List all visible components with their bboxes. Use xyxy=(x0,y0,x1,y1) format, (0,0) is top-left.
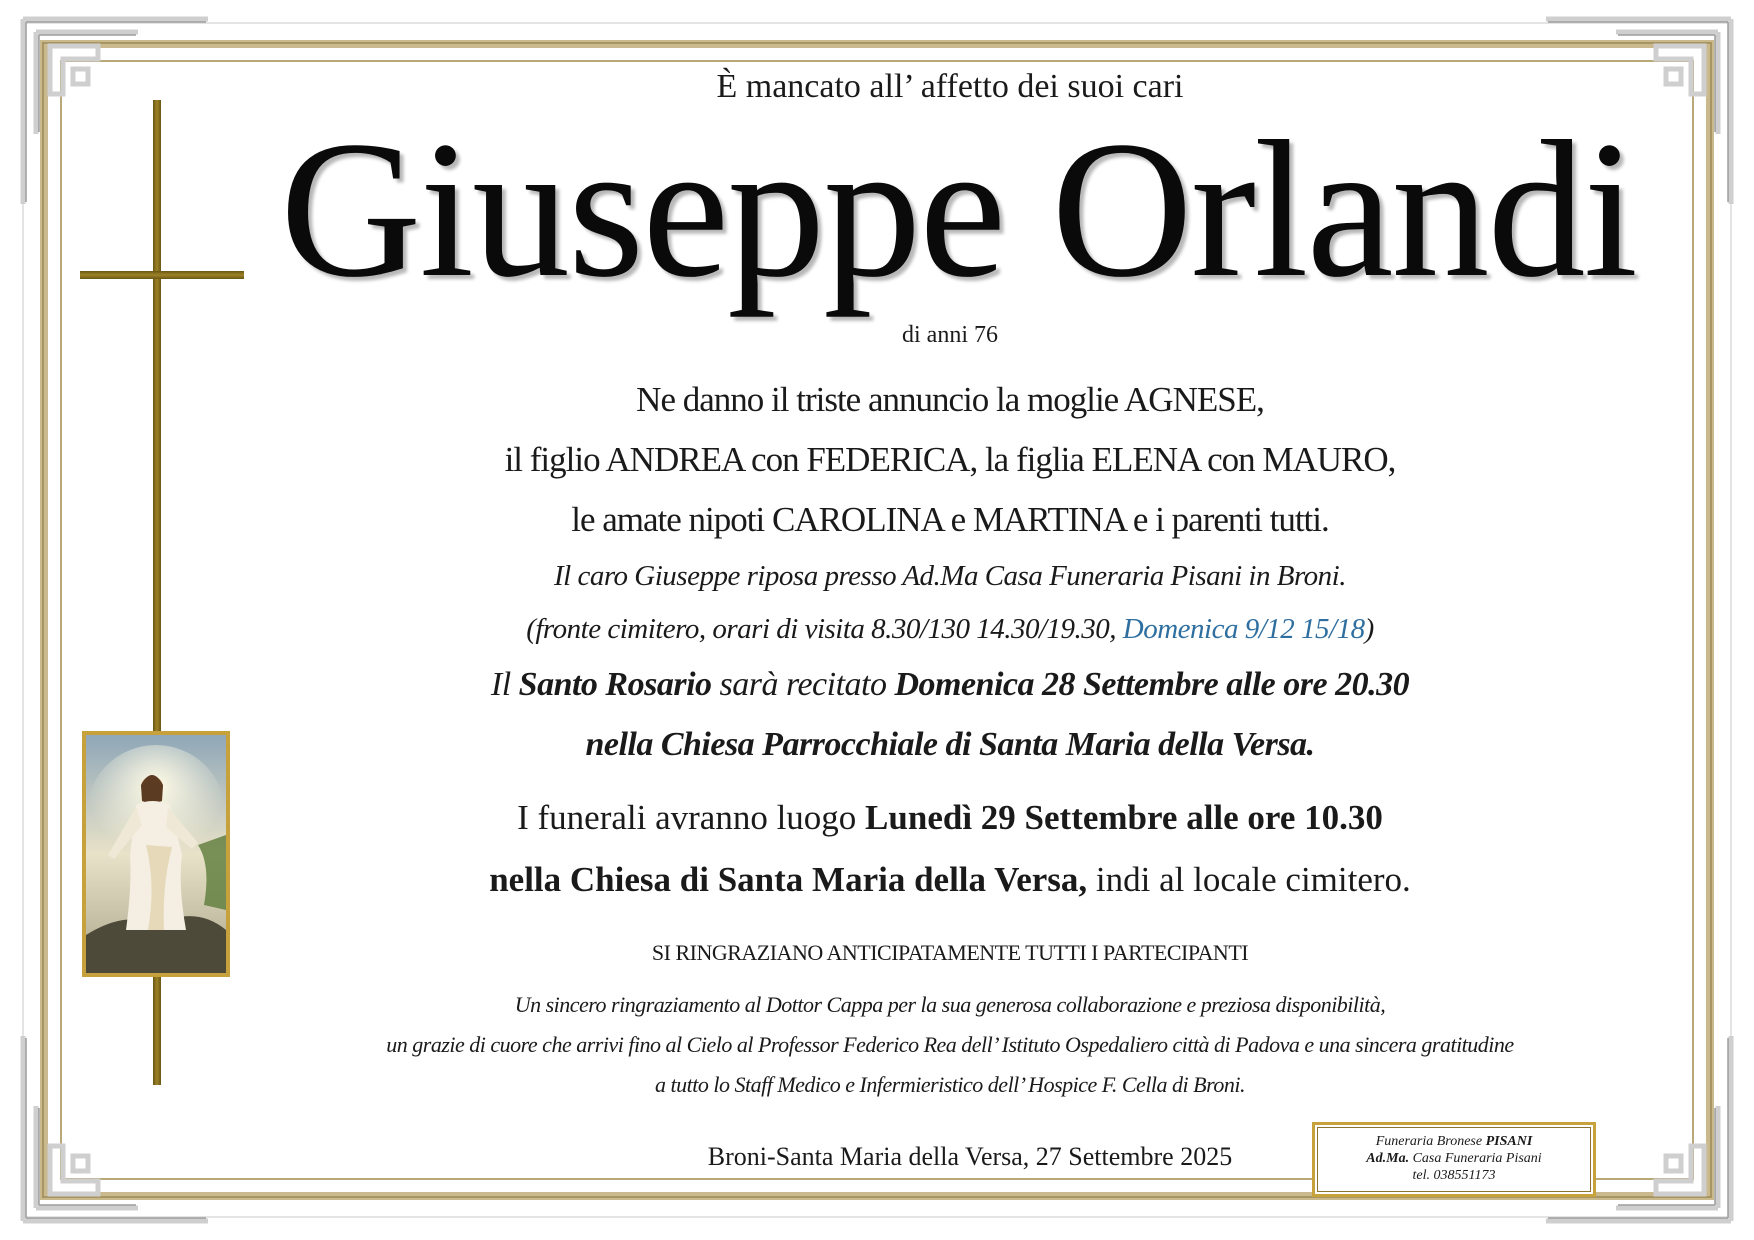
funeral-home-box xyxy=(1312,1122,1596,1197)
funeral-home-text: Funeraria Bronese xyxy=(1375,1134,1486,1149)
funeral-home-name-line xyxy=(1315,1133,1593,1150)
funeral-home-text: Casa Funeraria Pisani xyxy=(1409,1151,1542,1166)
family-line: il figlio ANDREA con FEDERICA, la figlia ELENA con MAURO, xyxy=(504,440,1396,479)
rosary-title: Santo Rosario xyxy=(518,666,712,703)
funeral-text: I funerali avranno luogo xyxy=(517,798,866,837)
visiting-hours-close: ) xyxy=(1364,613,1374,645)
family-line: le amate nipoti CAROLINA e MARTINA e i parenti tutti. xyxy=(571,500,1329,539)
funeral-church-line xyxy=(280,860,1620,900)
visiting-hours-line xyxy=(280,613,1620,646)
funeral-datetime: Lunedì 29 Settembre alle ore 10.30 xyxy=(865,798,1383,837)
funeral-home-phone: tel. 038551173 xyxy=(1412,1168,1496,1183)
rosary-datetime: Domenica 28 Settembre alle ore 20.30 xyxy=(894,666,1410,703)
family-line: Ne danno il triste annuncio la moglie AGNESE, xyxy=(636,380,1264,419)
rosary-line xyxy=(280,666,1620,704)
christ-image xyxy=(82,731,230,977)
rest-location-line: Il caro Giuseppe riposa presso Ad.Ma Casa Funeraria Pisani in Broni. xyxy=(554,560,1346,592)
sunday-hours: Domenica 9/12 15/18 xyxy=(1122,613,1365,645)
age-text: di anni 76 xyxy=(902,322,998,348)
gratitude-line: un grazie di cuore che arrivi fino al Cielo al Professor Federico Rea dell’ Istituto Ospedaliero città di Padova e una sincera gratitudine xyxy=(386,1032,1514,1057)
place-date: Broni-Santa Maria della Versa, 27 Settembre 2025 xyxy=(707,1142,1233,1171)
visiting-hours-text: (fronte cimitero, orari di visita 8.30/130 14.30/19.30, xyxy=(526,613,1123,645)
gratitude-line: Un sincero ringraziamento al Dottor Cappa per la sua generosa collaborazione e preziosa disponibilità, xyxy=(514,992,1386,1017)
funeral-home-name: PISANI xyxy=(1485,1134,1533,1149)
funeral-text: indi al locale cimitero. xyxy=(1087,860,1411,899)
intro-text: È mancato all’ affetto dei suoi cari xyxy=(716,68,1184,105)
rosary-text: Il xyxy=(490,666,519,703)
corner-ornament-icon xyxy=(18,1026,218,1226)
rosary-church-line: nella Chiesa Parrocchiale di Santa Maria della Versa. xyxy=(585,726,1315,763)
gratitude-line: a tutto lo Staff Medico e Infermieristico dell’ Hospice F. Cella di Broni. xyxy=(655,1072,1245,1097)
funeral-home-sub-line xyxy=(1315,1150,1593,1167)
cross-horizontal-bar xyxy=(80,271,244,279)
funeral-home-abbr: Ad.Ma. xyxy=(1366,1151,1410,1166)
corner-ornament-icon xyxy=(18,14,218,214)
rosary-text: sarà recitato xyxy=(711,666,895,703)
funeral-line xyxy=(280,798,1620,838)
thanks-caps-line: SI RINGRAZIANO ANTICIPATAMENTE TUTTI I PARTECIPANTI xyxy=(651,940,1249,965)
deceased-name: Giuseppe Orlandi xyxy=(280,101,1636,318)
funeral-church: nella Chiesa di Santa Maria della Versa, xyxy=(489,860,1088,899)
